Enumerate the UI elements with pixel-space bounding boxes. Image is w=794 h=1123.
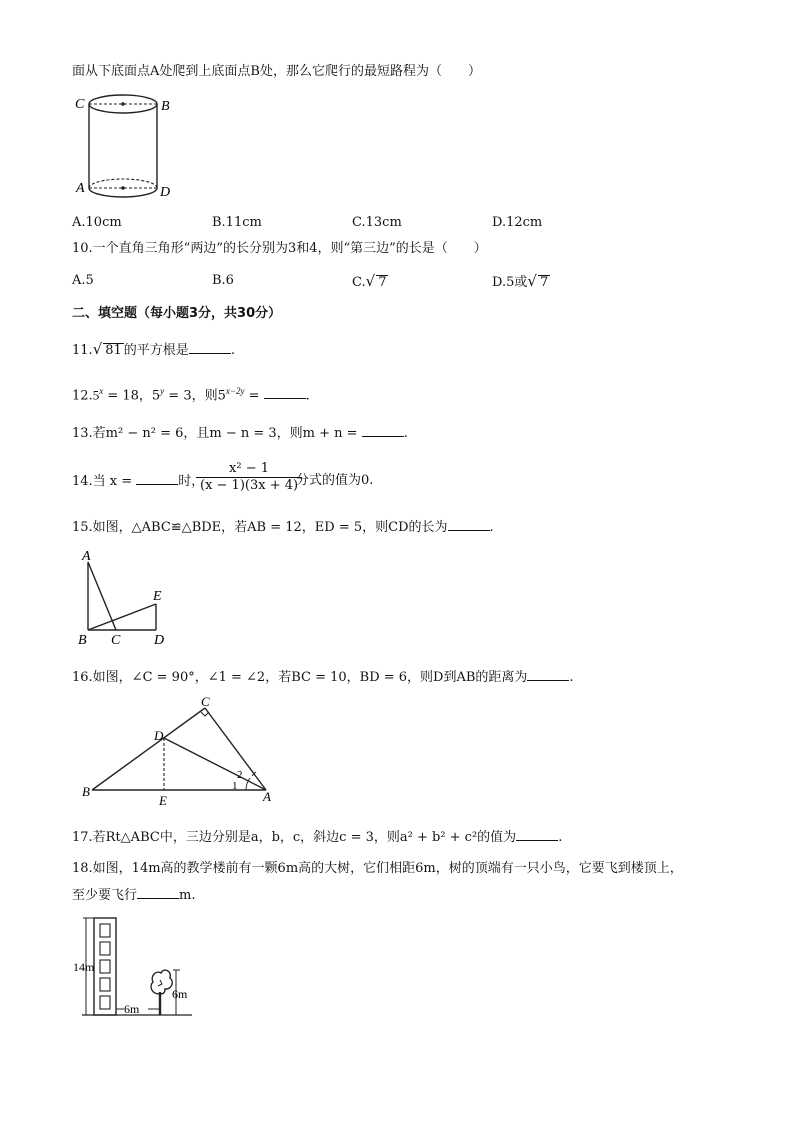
q15-label-d: D — [154, 633, 165, 648]
q17-question: 17.若Rt△ABC中，三边分别是a，b，c，斜边c = 3，则a² + b² + c²的值为 . — [72, 830, 563, 845]
q15-question: 15.如图，△ABC≌△BDE，若AB = 12，ED = 5，则CD的长为 . — [72, 520, 494, 535]
q10-option-a: A.5 — [72, 273, 94, 288]
q9-option-b: B.11cm — [212, 215, 262, 230]
q9-option-a: A.10cm — [72, 215, 122, 230]
q15-answer-blank[interactable] — [448, 518, 490, 531]
q13-question: 13.若m² − n² = 6，且m − n = 3，则m + n = . — [72, 426, 408, 441]
q12-answer-blank[interactable] — [264, 386, 306, 399]
q9-option-d: D.12cm — [492, 215, 543, 230]
q14-denominator: (x − 1)(3x + 4) — [200, 478, 299, 493]
q16-angle-2: 2 — [237, 769, 243, 781]
q15-triangle-figure — [76, 548, 186, 648]
q18-gap-distance: 6m — [124, 1002, 140, 1016]
q16-label-b: B — [82, 784, 90, 799]
q14-question-tail: 分式的值为0. — [296, 473, 374, 488]
q18-answer-blank[interactable] — [137, 886, 179, 899]
q18-question-line1: 18.如图，14m高的教学楼前有一颗6m高的大树，它们相距6m，树的顶端有一只小鸟，它要飞到楼顶上， — [72, 861, 683, 876]
q12-question: $12.5^x = 18$，$5^y = 3$，则$5^{x-2y}$ = . — [72, 386, 310, 404]
q14-numerator: x² − 1 — [196, 461, 302, 478]
q9-label-a: A — [76, 181, 85, 196]
q17-answer-blank[interactable] — [516, 828, 558, 841]
q18-tree-height: 6m — [172, 987, 188, 1001]
q9-label-d: D — [160, 185, 171, 200]
q10-option-b: B.6 — [212, 273, 234, 288]
q16-label-e: E — [159, 793, 167, 808]
q11-answer-blank[interactable] — [189, 341, 231, 354]
q15-label-a: A — [82, 549, 91, 564]
q15-label-e: E — [153, 589, 162, 604]
q16-label-c: C — [201, 694, 210, 709]
q14-answer-blank[interactable] — [136, 472, 178, 485]
q10-question: 10.一个直角三角形“两边”的长分别为3和4，则“第三边”的长是（ ） — [72, 241, 487, 256]
q9-label-b: B — [161, 99, 170, 114]
q14-fraction — [196, 461, 302, 494]
q16-label-a: A — [263, 789, 271, 804]
q18-question-line2: 至少要飞行 m. — [72, 888, 196, 903]
q16-answer-blank[interactable] — [527, 668, 569, 681]
section-title: 二、填空题（每小题3分，共30分） — [72, 306, 282, 321]
q16-angle-1: 1 — [232, 780, 238, 792]
q16-label-d: D — [154, 728, 164, 743]
q15-label-b: B — [78, 633, 87, 648]
q18-building-tree-figure — [72, 912, 212, 1024]
q10-option-c: C.√ 7 — [352, 272, 387, 290]
q16-question: 16.如图，∠C = 90°，∠1 = ∠2，若BC = 10，BD = 6，则D到AB的距离为 . — [72, 670, 574, 685]
q13-answer-blank[interactable] — [362, 424, 404, 437]
q15-label-c: C — [111, 633, 121, 648]
q9-cylinder-figure — [70, 88, 180, 208]
q14-question-lead: 14.当 x = 时， — [72, 474, 205, 489]
q10-option-d: D.5或√ 7 — [492, 272, 549, 290]
q9-option-c: C.13cm — [352, 215, 402, 230]
q18-building-height: 14m — [73, 960, 95, 974]
q16-triangle-figure — [80, 692, 280, 810]
q9-label-c: C — [75, 97, 85, 112]
q9-question-tail: 面从下底面点A处爬到上底面点B处，那么它爬行的最短路程为（ ） — [72, 64, 481, 79]
q11-question: 11.√ 81 的平方根是 . — [72, 340, 235, 358]
